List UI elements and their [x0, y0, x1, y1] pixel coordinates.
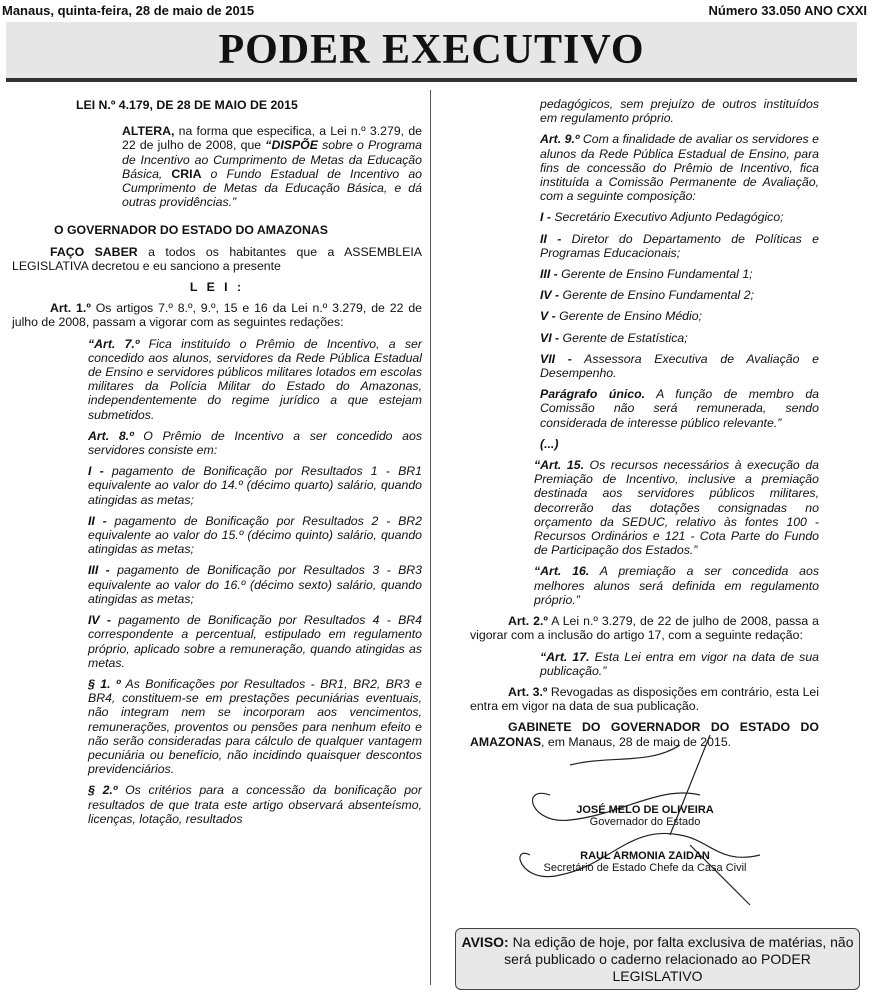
member-v: V - Gerente de Ensino Médio;	[540, 309, 703, 324]
paragrafo-unico: Parágrafo único. A função de membro da Comissão não será remunerada, sendo considerada de interesse público relevante.”	[540, 387, 820, 430]
art-17: “Art. 17. Esta Lei entra em vigor na data de sua publicação.”	[540, 649, 819, 678]
notice-text: Na edição de hoje, por falta exclusiva de matérias, não será publicado o caderno relacionado ao PODER LEGISLATIVO	[504, 934, 854, 984]
section-banner	[6, 22, 857, 82]
signer-2-role: Secretário de Estado Chefe da Casa Civil	[543, 862, 747, 874]
right-quoted	[540, 97, 819, 125]
member-vi: VI - Gerente de Estatística;	[540, 330, 688, 345]
art-9-block	[540, 132, 819, 451]
signer-1-name: JOSÉ MELO DE OLIVEIRA	[576, 804, 714, 816]
paragraph-2: § 2.º Os critérios para a concessão da bonificação por resultados de que trata este artigo observará absenteísmo, licenças, lotação, resultados	[88, 783, 422, 826]
member-iii: III - Gerente de Ensino Fundamental 1;	[540, 267, 753, 282]
edition-date: Manaus, quinta-feira, 28 de maio de 2015	[2, 3, 255, 18]
item-iii: III - pagamento de Bonificação por Resultados 3 - BR3 equivalente ao valor do 16.º (décimo sexto) salário, quando atingidas as metas;	[88, 563, 423, 606]
art-3: Art. 3.º Revogadas as disposições em contrário, esta Lei entra em vigor na data de sua publicação.	[470, 684, 819, 714]
art-16: “Art. 16. A premiação a ser concedida aos melhores alunos será definida em regulamento próprio.”	[534, 564, 820, 607]
signer-1-role: Governador do Estado	[589, 816, 701, 828]
section-title: PODER EXECUTIVO	[218, 27, 645, 73]
continued-text: pedagógicos, sem prejuízo de outros instituídos em regulamento próprio.	[540, 97, 819, 126]
notice-box	[455, 928, 860, 990]
ementa-bold-1: ALTERA,	[122, 124, 175, 139]
lei-heading: L E I :	[189, 280, 245, 295]
art-9: Art. 9.º Com a finalidade de avaliar os servidores e alunos da Rede Pública Estadual de Ensino, para fins de concessão do Prêmio de Incentivo, fica instituída a Comissão Permanente de Avaliação, com a seguinte composição:	[540, 132, 819, 204]
art-15-16-block	[534, 458, 819, 607]
right-column	[440, 97, 819, 756]
art-8: Art. 8.º O Prêmio de Incentivo a ser concedido aos servidores consiste em:	[88, 428, 422, 458]
left-column	[12, 98, 422, 833]
item-iv: IV - pagamento de Bonificação por Resultados 4 - BR4 correspondente a percentual, estipulado em regulamento próprio, aplicado sobre a remuneração, quando atingidas as metas.	[88, 613, 422, 670]
law-title: LEI N.º 4.179, DE 28 DE MAIO DE 2015	[76, 98, 298, 112]
governor-heading: O GOVERNADOR DO ESTADO DO AMAZONAS	[54, 223, 328, 238]
member-i: I - Secretário Executivo Adjunto Pedagógico;	[540, 210, 784, 225]
art-15: “Art. 15. Os recursos necessários à execução da Premiação de Incentivo, inclusive a premiação destinada aos servidores públicos militares, decorrerão das dotações consignadas no orçamento da SEDUC, relativo às fontes 100 - Recursos Ordinários e 121 - Cota Parte do Fundo de Participação dos Estados.”	[534, 458, 819, 558]
ementa: ALTERA, na forma que especifica, a Lei n.º 3.279, de 22 de julho de 2008, que “DISPÕE sobre o Programa de Incentivo ao Cumprimento de Metas da Educação Básica, CRIA o Fundo Estadual de Incentivo ao Cumprimento de Metas da Educação Básica, e dá outras providências.”	[122, 124, 423, 210]
column-divider	[430, 90, 431, 985]
art-1: Art. 1.º Os artigos 7.º 8.º, 9.º, 15 e 16 da Lei n.º 3.279, de 22 de julho de 2008, passam a vigorar com as seguintes redações:	[12, 301, 422, 330]
gabinete: GABINETE DO GOVERNADOR DO ESTADO DO AMAZONAS, em Manaus, 28 de maio de 2015.	[470, 720, 819, 749]
quoted-articles	[88, 337, 422, 826]
notice-label: AVISO:	[461, 934, 509, 950]
art-2: Art. 2.º A Lei n.º 3.279, de 22 de julho de 2008, passa a vigorar com a inclusão do artigo 17, com a seguinte redação:	[470, 614, 819, 643]
art-7: “Art. 7.º Fica instituído o Prêmio de Incentivo, a ser concedido aos alunos, servidores da Rede Pública Estadual de Ensino e servidores públicos militares lotados em escolas militares da Polícia Militar do Estado do Amazonas, independentemente do regime jurídico a que estejam submetidos.	[88, 336, 422, 422]
masthead-top	[0, 0, 873, 20]
member-iv: IV - Gerente de Ensino Fundamental 2;	[540, 288, 754, 303]
faco-saber: FAÇO SABER a todos os habitantes que a ASSEMBLEIA LEGISLATIVA decretou e eu sanciono a presente	[12, 244, 422, 273]
signature-block	[470, 790, 820, 874]
item-ii: II - pagamento de Bonificação por Resultados 2 - BR2 equivalente ao valor do 15.º (décimo quinto) salário, quando atingidas as metas;	[88, 513, 422, 557]
item-i: I - pagamento de Bonificação por Resultados 1 - BR1 equivalente ao valor do 14.º (décimo quarto) salário, quando atingidas as metas;	[88, 464, 422, 507]
signer-2-name: RAUL ARMONIA ZAIDAN	[580, 850, 710, 862]
member-vii: VII - Assessora Executiva de Avaliação e Desempenho.	[540, 351, 819, 381]
edition-number: Número 33.050 ANO CXXI	[708, 3, 867, 18]
ellipsis: (...)	[540, 436, 559, 451]
member-ii: II - Diretor do Departamento de Políticas e Programas Educacionais;	[540, 231, 819, 260]
paragraph-1: § 1. º As Bonificações por Resultados - BR1, BR2, BR3 e BR4, constituem-se em prestações pecuniárias eventuais, não integram nem se incorporam aos vencimentos, remunerações, proventos ou pensões para nenhum efeito e não serão consideradas para cálculo de qualquer vantagem pecuniária ou benefício, não incidindo quaisquer descontos previdenciários.	[88, 676, 422, 777]
